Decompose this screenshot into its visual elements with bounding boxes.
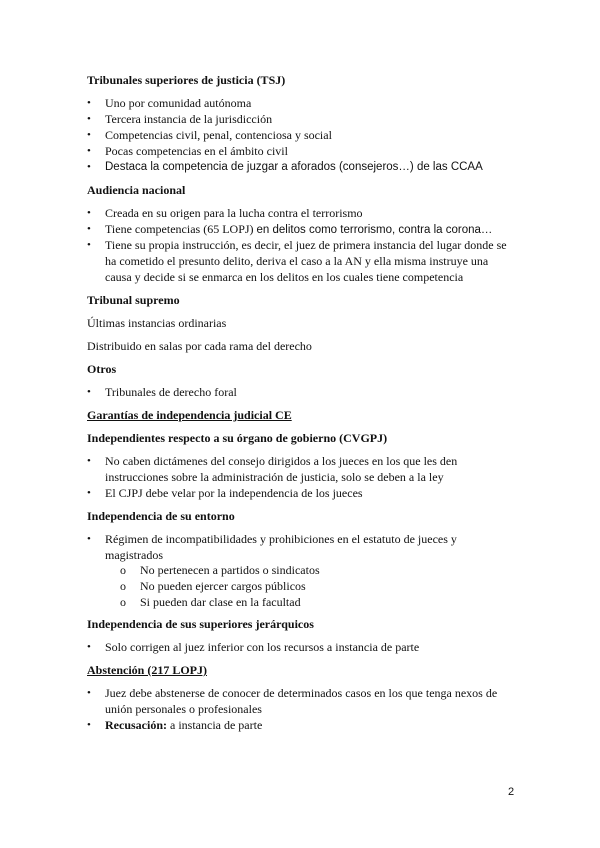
list-item: • Tiene competencias (65 LOPJ) en delitos como terrorismo, contra la corona…	[87, 222, 493, 236]
list-item: • Creada en su origen para la lucha contra el terrorismo	[87, 206, 363, 220]
paragraph: Últimas instancias ordinarias	[87, 316, 227, 330]
heading-audiencia-nacional: Audiencia nacional	[87, 183, 186, 197]
list-item: • Tercera instancia de la jurisdicción	[87, 112, 273, 126]
list-item: • Pocas competencias en el ámbito civil	[87, 144, 288, 158]
bullet-icon: •	[87, 97, 91, 109]
heading-superiores: Independencia de sus superiores jerárquicos	[87, 617, 314, 631]
bullet-icon: •	[87, 239, 91, 251]
sub-list-item: o Si pueden dar clase en la facultad	[120, 595, 301, 609]
bullet-icon: •	[87, 687, 91, 699]
heading-organo-gobierno: Independientes respecto a su órgano de gobierno (CVGPJ)	[87, 431, 388, 445]
bullet-icon: •	[87, 533, 91, 545]
page-number: 2	[508, 786, 515, 798]
list-item: • Competencias civil, penal, contenciosa y social	[87, 128, 332, 142]
list-item: • Tribunales de derecho foral	[87, 385, 237, 399]
bullet-icon: •	[87, 223, 91, 235]
list-item: • Uno por comunidad autónoma	[87, 96, 252, 110]
heading-tribunal-supremo: Tribunal supremo	[87, 293, 180, 307]
heading-tsj: Tribunales superiores de justicia (TSJ)	[87, 73, 286, 87]
list-item: • No caben dictámenes del consejo dirigidos a los jueces en los que les den instrucciones sobre la administración de justicia, solo se deben a la ley	[87, 454, 458, 484]
list-item: • Régimen de incompatibilidades y prohibiciones en el estatuto de jueces y magistrados	[87, 532, 457, 562]
circle-bullet-icon: o	[120, 563, 126, 577]
paragraph: Distribuido en salas por cada rama del derecho	[87, 339, 312, 353]
bullet-icon: •	[87, 113, 91, 125]
sub-list-item: o No pertenecen a partidos o sindicatos	[120, 563, 320, 577]
heading-entorno: Independencia de su entorno	[87, 509, 235, 523]
bullet-icon: •	[87, 145, 91, 157]
list-item: • Tiene su propia instrucción, es decir, el juez de primera instancia del lugar donde se ha cometido el presunto delito, deriva el caso a la AN y ella misma instruye una causa y decide si se enmarca en los delitos en los cuales tiene competencia	[87, 238, 507, 284]
circle-bullet-icon: o	[120, 579, 126, 593]
circle-bullet-icon: o	[120, 595, 126, 609]
bullet-icon: •	[87, 129, 91, 141]
bullet-icon: •	[87, 487, 91, 499]
list-item: • Solo corrigen al juez inferior con los recursos a instancia de parte	[87, 640, 420, 654]
heading-otros: Otros	[87, 362, 117, 376]
list-item: • Juez debe abstenerse de conocer de determinados casos en los que tenga nexos de unión personales o profesionales	[87, 686, 498, 716]
heading-abstencion: Abstención (217 LOPJ)	[87, 663, 207, 677]
bullet-icon: •	[87, 641, 91, 653]
heading-garantias: Garantías de independencia judicial CE	[87, 408, 292, 422]
bullet-icon: •	[87, 161, 91, 173]
bullet-icon: •	[87, 719, 91, 731]
bullet-icon: •	[87, 455, 91, 467]
sub-list-item: o No pueden ejercer cargos públicos	[120, 579, 306, 593]
list-item: • Recusación: a instancia de parte	[87, 718, 263, 732]
list-item: • El CJPJ debe velar por la independencia de los jueces	[87, 486, 363, 500]
list-item: • Destaca la competencia de juzgar a aforados (consejeros…) de las CCAA	[87, 160, 517, 176]
bullet-icon: •	[87, 386, 91, 398]
bullet-icon: •	[87, 207, 91, 219]
